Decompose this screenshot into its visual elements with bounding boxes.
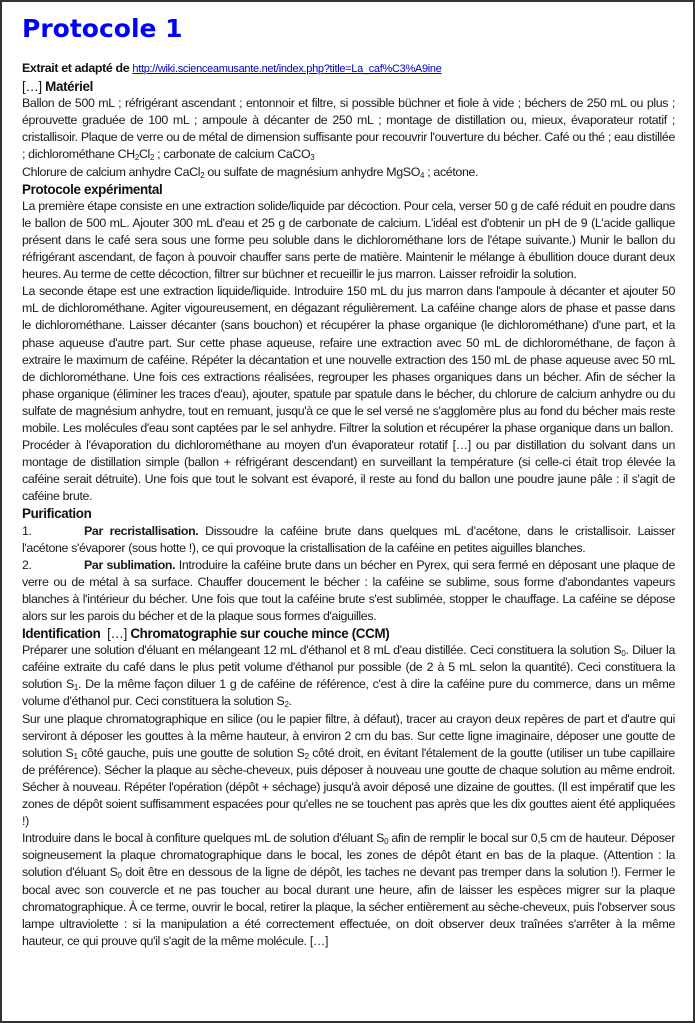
materiel-list: Ballon de 500 mL ; réfrigérant ascendant ; entonnoir et filtre, si possible büchner et fiole à vide ; béchers de 250 mL ou plus ; éprouvette graduée de 100 mL ; ampoule à décanter de 250 mL ; montage de distillation ou, mieux, évaporateur rotatif ; cristallisoir. Plaque de verre ou de métal de dimension suffisante pour recouvrir l'ouverture du bécher. Café ou thé ; eau distillée ; dichlorométhane $CH_2Cl_2$ ; carbonate de calcium CaCO$_3$ — [22, 96, 675, 163]
section-heading-identification: Identification […] Chromatographie sur couche mince (CCM) — [22, 626, 390, 642]
step-text: Dissoudre la caféine brute dans quelques mL d’acétone, dans le cristallisoir. Laisser l'acétone s'évaporer (sous hotte !), ce qui provoque la cristallisation de la caféine en petites aiguilles blanches. — [22, 523, 675, 555]
source-label: Extrait et adapté de — [22, 61, 130, 75]
identification-paragraph-3: Introduire dans le bocal à confiture quelques mL de solution d'éluant $S_0$ afin de remplir le bocal sur 0,5 cm de hauteur. Déposer soigneusement la plaque chromatographique dans le bocal, les zones de dépôt étant en bas de la plaque. (Attention : la solution d'éluant $S_0$ doit être en dessous de la ligne de dépôt, les taches ne devant pas tremper dans la solution !). Fermer le bocal avec son couvercle et ne pas toucher au bocal durant une heure, afin de laisser les espèces migrer sur la plaque chromatographique. À ce terme, ouvrir le bocal, retirer la plaque, la sécher entièrement au sèche-cheveux, puis l'observer sous lampe ultraviolette : si la manipulation a été correctement effectuée, on doit observer deux traînées s'arrêter à la même hauteur, ce qui prouve qu'il s'agit de la même molécule. […] — [22, 831, 675, 948]
section-heading-purification: Purification — [22, 506, 92, 522]
step-lead: Par recristallisation. — [84, 523, 199, 538]
materiel-list-2: Chlorure de calcium anhydre CaCl$_2$ ou sulfate de magnésium anhydre MgSO$_4$ ; acétone. — [22, 164, 479, 180]
ellipsis-marker: […] — [22, 79, 42, 95]
source-line — [22, 60, 675, 78]
identification-paragraph-1: Préparer une solution d'éluant en mélangeant 12 mL d'éthanol et 8 mL d'eau distillée. Ceci constituera la solution $S_0$. Diluer la caféine extraite du café dans le plus petit volume d'éthanol pur possible (de 2 à 5 mL selon la quantité). Ceci constituera la solution $S_1$. De la même façon diluer 1 g de caféine de référence, c'est à dire la caféine pure du commerce, dans un même volume d'éthanol pur. Ceci constituera la solution $S_2$. — [22, 643, 675, 710]
step-number: 2. — [22, 557, 32, 572]
protocole-paragraph-1: La première étape consiste en une extraction solide/liquide par décoction. Pour cela, verser 50 g de café réduit en poudre dans le ballon de 500 mL. Ajouter 300 mL d'eau et 25 g de carbonate de calcium. L'idéal est d'obtenir un pH de 9 (L'acide gallique présent dans le café sera sous une forme peu soluble dans le dichlorométhane lors de l'étape suivante.) Munir le ballon du réfrigérant ascendant, de façon à pouvoir chauffer sans perte de matière. Maintenir le mélange à ébullition douce durant deux heures. Au terme de cette décoction, filtrer sur büchner et recueillir le jus marron. Laisser refroidir la solution. — [22, 198, 675, 282]
step-lead: Par sublimation. — [84, 557, 176, 572]
step-text: Introduire la caféine brute dans un bécher en Pyrex, qui sera fermé en déposant une plaque de verre ou de métal à sa surface. Chauffer doucement le bécher : la caféine se sublime, sous forme d'abondantes vapeurs blanches à l'intérieur du bécher. Une fois que tout la caféine brute s'est sublimée, stopper le chauffage. La caféine se dépose alors sur les parois du bécher et de la plaque sous formes d'aiguilles. — [22, 557, 675, 623]
page-title: Protocole 1 — [22, 14, 183, 43]
protocole-paragraph-2: La seconde étape est une extraction liquide/liquide. Introduire 150 mL du jus marron dans l'ampoule à décanter et ajouter 50 mL de dichlorométhane. Agiter vigoureusement, en dégazant régulièrement. La caféine change alors de phase et passe dans le dichlorométhane. Laisser décanter (sans bouchon) et récupérer la phase organique (le dichlorométhane) d'une part, et la phase aqueuse d'autre part. Sur cette phase aqueuse, refaire une extraction avec 50 mL de dichlorométhane, de façon à extraire le maximum de caféine. Répéter la décantation et une nouvelle extraction des 150 mL de phase aqueuse avec 50 mL de dichlorométhane. Une fois ces extractions réalisées, regrouper les phases organiques dans un bécher. Afin de sécher la phase organique (éliminer les traces d'eau), ajouter, spatule par spatule dans le bécher, du chlorure de calcium anhydre ou du sulfate de magnésium anhydre, tout en remuant, jusqu'à ce que le sel versé ne s'agglomère plus au fond du bécher mais reste mobile. Les molécules d'eau sont captées par le sel anhydre. Filtrer la solution et récupérer la phase organique dans un ballon. — [22, 284, 675, 435]
section-heading-protocole: Protocole expérimental — [22, 181, 163, 197]
materiel-heading: Matériel — [45, 79, 93, 95]
purification-step-2 — [22, 557, 675, 625]
identification-paragraph-2: Sur une plaque chromatographique en silice (ou le papier filtre, à défaut), tracer au crayon deux repères de part et d'autre qui serviront à déposer les gouttes à la même hauteur, à environ 2 cm du bas. Sur cette ligne imaginaire, déposer une goutte de solution $S_1$ côté gauche, puis une goutte de solution $S_2$ côté droit, en évitant l'étalement de la goutte (utiliser un tube capillaire de préférence). Sécher la plaque au sèche-cheveux, puis déposer à nouveau une goutte de chaque solution au même endroit. Sécher à nouveau. Répéter l'opération (dépôt + séchage) jusqu'à avoir déposé une dizaine de gouttes. (Il est impératif que les zones de dépôt soient suffisamment espacées pour qu'elles ne se touchent pas après que les dix gouttes aient été appliquées !) — [22, 711, 675, 829]
step-number: 1. — [22, 523, 32, 538]
source-link[interactable]: http://wiki.scienceamusante.net/index.php?title=La_caf%C3%A9ine — [132, 63, 442, 75]
purification-step-1 — [22, 523, 675, 557]
section-heading-materiel — [22, 78, 675, 95]
protocole-paragraph-3: Procéder à l'évaporation du dichlorométhane au moyen d'un évaporateur rotatif […] ou par distillation du solvant dans un montage de distillation simple (ballon + réfrigérant descendant) en surveillant la température (si celle-ci était trop élevée la caféine serait détruite). Une fois que tout le solvant est évaporé, il reste au fond du ballon une poudre jaune pâle : il s'agit de caféine brute. — [22, 438, 675, 504]
document-page — [22, 12, 675, 950]
